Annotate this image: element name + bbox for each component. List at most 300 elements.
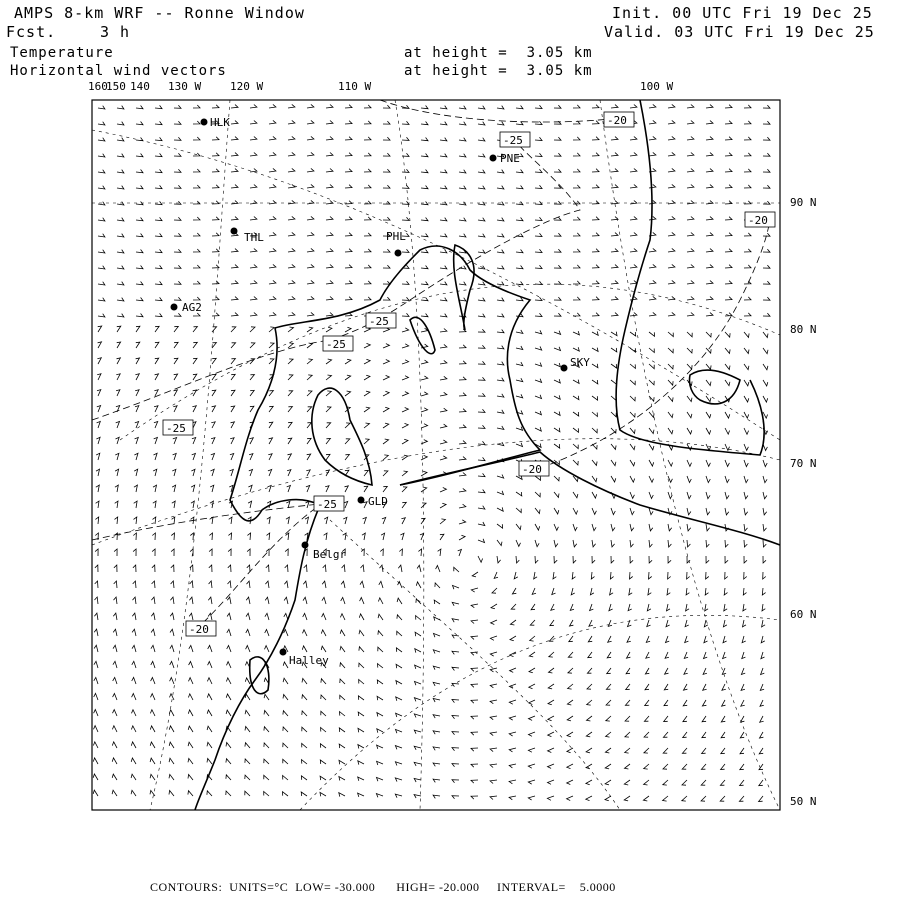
wind-barb <box>646 652 650 658</box>
wind-barb <box>606 684 611 689</box>
wind-barb <box>98 122 105 125</box>
wind-barb <box>402 249 409 252</box>
wind-barb <box>459 122 466 125</box>
wind-barb <box>573 265 580 268</box>
wind-barb <box>231 313 238 316</box>
wind-barb <box>516 266 523 269</box>
wind-barb <box>606 700 611 705</box>
wind-barb <box>509 780 516 784</box>
wind-barb <box>307 296 314 300</box>
wind-barb <box>416 582 421 588</box>
wind-barb <box>174 390 178 396</box>
wind-barb <box>611 380 617 384</box>
wind-barb <box>509 700 516 704</box>
wind-barb <box>664 684 668 690</box>
wind-barb <box>132 629 136 636</box>
wind-barb <box>172 501 175 508</box>
wind-barb <box>434 600 440 604</box>
wind-barb <box>250 185 257 189</box>
wind-barb <box>497 346 504 349</box>
wind-barb <box>702 748 706 754</box>
wind-barb <box>136 234 143 237</box>
wind-barb <box>230 438 234 444</box>
wind-barb <box>592 217 599 220</box>
wind-barb <box>592 492 597 498</box>
wind-barb <box>363 517 367 524</box>
wind-barb <box>554 492 559 497</box>
wind-barb <box>682 748 687 753</box>
wind-barb <box>307 423 311 428</box>
wind-barb <box>741 684 745 690</box>
wind-barb <box>592 105 599 108</box>
wind-barb <box>421 186 428 189</box>
wind-barb <box>478 218 485 221</box>
wind-barb <box>649 184 656 188</box>
wind-barb <box>188 710 193 716</box>
wind-barb <box>687 556 690 563</box>
wind-barb <box>421 122 428 125</box>
wind-barb <box>250 265 257 269</box>
wind-barb <box>377 777 384 781</box>
wind-barb <box>151 661 155 668</box>
wind-barb <box>491 620 497 625</box>
wind-barb <box>723 652 727 659</box>
wind-barb <box>402 376 409 380</box>
wind-barb <box>706 460 710 466</box>
wind-barb <box>744 332 749 337</box>
wind-barb <box>509 716 516 720</box>
wind-barb <box>265 597 269 604</box>
wind-barb <box>269 104 276 108</box>
wind-barb <box>706 281 713 284</box>
wind-barb <box>725 105 732 108</box>
wind-barb <box>226 759 231 764</box>
field-temperature: Temperature <box>10 45 114 61</box>
wind-barb <box>573 153 580 156</box>
wind-barb <box>497 106 504 109</box>
wind-barb <box>245 775 250 780</box>
wind-barb <box>231 422 235 428</box>
wind-barb <box>415 665 421 669</box>
wind-barb <box>112 774 117 780</box>
wind-barb <box>744 201 751 204</box>
wind-barb <box>592 233 599 236</box>
wind-barb <box>231 217 238 220</box>
wind-barb <box>264 775 269 780</box>
wind-barb <box>573 460 578 465</box>
station-hlk <box>201 116 231 129</box>
coastline-island <box>454 245 474 330</box>
wind-barb <box>250 137 257 141</box>
wind-barb <box>98 138 105 141</box>
wind-barb <box>266 565 269 572</box>
wind-barb <box>740 764 744 770</box>
wind-barb <box>117 326 121 332</box>
wind-barb <box>345 439 350 444</box>
wind-barb <box>421 282 428 285</box>
wind-barb <box>326 454 330 460</box>
wind-barb <box>588 652 592 658</box>
wind-barb <box>402 439 408 444</box>
wind-barb <box>567 732 573 737</box>
wind-barb <box>364 486 368 492</box>
wind-barb <box>721 732 725 738</box>
wind-barb <box>191 469 195 476</box>
wind-barb <box>535 185 542 188</box>
wind-barb <box>649 104 656 108</box>
wind-barb <box>687 348 692 353</box>
wind-barb <box>326 375 332 380</box>
wind-barb <box>452 635 459 638</box>
wind-barb <box>744 281 751 284</box>
wind-barb <box>188 775 193 781</box>
wind-barb <box>478 556 483 562</box>
wind-barb <box>231 249 238 252</box>
wind-barb <box>155 169 162 172</box>
wind-barb <box>630 137 637 141</box>
wind-barb <box>725 169 732 172</box>
wind-barb <box>760 716 764 722</box>
wind-barb <box>645 668 649 674</box>
wind-barb <box>231 406 235 412</box>
wind-barb <box>400 533 404 540</box>
wind-barb <box>421 250 428 253</box>
wind-barb <box>529 716 536 720</box>
wind-barb <box>97 390 101 396</box>
wind-barb <box>116 374 120 380</box>
wind-barb <box>114 565 117 572</box>
wind-barb <box>307 327 313 332</box>
coastline <box>195 100 780 810</box>
wind-barb <box>744 153 751 156</box>
wind-barb <box>458 549 462 556</box>
wind-barb <box>535 427 541 431</box>
wind-barb <box>212 169 219 172</box>
wind-barb <box>94 613 98 620</box>
wind-barb <box>762 588 765 595</box>
wind-barb <box>760 700 764 706</box>
wind-barb <box>478 457 485 460</box>
wind-barb <box>397 615 402 620</box>
wind-barb <box>509 796 516 800</box>
wind-barb <box>171 581 174 588</box>
wind-barb <box>269 184 276 188</box>
wind-barb <box>725 185 732 188</box>
wind-barb <box>649 524 653 531</box>
wind-barb <box>739 796 744 801</box>
wind-barb <box>283 776 288 781</box>
wind-barb <box>701 764 706 769</box>
wind-barb <box>687 281 694 285</box>
wind-barb <box>113 694 117 701</box>
wind-barb <box>510 620 516 625</box>
wind-barb <box>497 524 503 528</box>
wind-barb <box>326 391 331 396</box>
wind-barb <box>478 361 485 364</box>
wind-barb <box>452 602 459 606</box>
wind-barb <box>530 620 535 625</box>
wind-barb <box>132 710 137 716</box>
wind-barb <box>478 234 485 237</box>
wind-barb <box>644 780 649 785</box>
wind-barb <box>173 438 177 445</box>
wind-barb <box>611 476 616 482</box>
wind-barb <box>478 106 485 109</box>
wind-barb <box>668 232 675 236</box>
wind-barb <box>569 636 573 642</box>
wind-barb <box>744 428 749 434</box>
wind-barb <box>459 345 466 348</box>
wind-barb <box>421 408 428 412</box>
wind-barb <box>170 597 174 604</box>
wind-barb <box>682 780 687 785</box>
wind-barb <box>549 668 555 673</box>
wind-barb <box>155 105 162 108</box>
wind-barb <box>478 425 485 428</box>
wind-barb <box>761 636 765 643</box>
wind-barb <box>630 233 637 237</box>
wind-barb <box>228 533 231 540</box>
wind-barb <box>307 136 314 140</box>
wind-barb <box>571 588 575 595</box>
wind-barb <box>421 298 428 301</box>
wind-barb <box>307 312 314 316</box>
wind-barb <box>763 396 768 402</box>
wind-barb <box>247 581 251 588</box>
wind-barb <box>573 217 580 220</box>
wind-barb <box>383 391 389 396</box>
wind-barb <box>703 684 707 690</box>
wind-barb <box>440 456 447 460</box>
parallel-line <box>120 284 780 440</box>
wind-barb <box>250 121 257 125</box>
wind-barb <box>402 185 409 188</box>
wind-barb <box>740 748 744 754</box>
wind-barb <box>440 344 447 348</box>
wind-barb <box>417 565 421 572</box>
wind-barb <box>706 297 713 300</box>
wind-barb <box>471 636 478 639</box>
wind-barb <box>326 313 333 317</box>
wind-barb <box>396 648 402 652</box>
wind-barb <box>570 620 574 626</box>
wind-barb <box>173 453 177 460</box>
lon-label: 110 W <box>338 80 372 93</box>
wind-barb <box>345 486 349 492</box>
wind-barb <box>685 620 689 627</box>
wind-barb <box>307 454 311 460</box>
wind-barb <box>668 312 675 316</box>
wind-barb <box>548 700 554 705</box>
wind-barb <box>117 154 124 157</box>
wind-barb <box>687 396 692 402</box>
wind-barb <box>174 358 178 364</box>
wind-barb <box>212 297 219 300</box>
wind-barb <box>135 374 139 380</box>
wind-barb <box>763 364 768 370</box>
wind-barb <box>283 662 288 668</box>
wind-barb <box>497 330 504 333</box>
wind-barb <box>190 565 193 572</box>
wind-barb <box>763 508 767 515</box>
wind-barb <box>207 678 212 684</box>
wind-barb <box>433 666 440 670</box>
wind-barb <box>98 218 105 221</box>
wind-barb <box>630 380 635 385</box>
wind-barb <box>231 169 238 172</box>
wind-barb <box>152 533 155 540</box>
wind-barb <box>172 469 176 476</box>
wind-barb <box>326 185 333 189</box>
wind-barb <box>154 453 158 460</box>
wind-barb <box>193 201 200 204</box>
wind-barb <box>364 343 370 348</box>
wind-barb <box>573 396 579 400</box>
wind-barb <box>265 646 270 652</box>
wind-barb <box>364 137 371 140</box>
wind-barb <box>497 218 504 221</box>
wind-vector-field <box>93 104 770 801</box>
wind-barb <box>326 217 333 221</box>
wind-barb <box>136 266 143 269</box>
wind-barb <box>174 327 178 333</box>
wind-barb <box>592 460 597 465</box>
wind-barb <box>760 684 764 690</box>
wind-barb <box>687 169 694 173</box>
wind-barb <box>326 359 332 364</box>
wind-barb <box>155 374 159 380</box>
wind-barb <box>364 375 370 380</box>
wind-barb <box>228 549 231 556</box>
wind-barb <box>98 170 105 173</box>
wind-barb <box>402 121 409 124</box>
wind-barb <box>209 549 212 556</box>
wind-barb <box>494 572 498 578</box>
wind-barb <box>706 572 709 579</box>
wind-barb <box>269 312 276 316</box>
wind-barb <box>288 200 295 204</box>
wind-barb <box>587 716 593 721</box>
wind-barb <box>497 378 504 381</box>
wind-barb <box>471 668 478 671</box>
wind-barb <box>133 533 136 540</box>
wind-barb <box>573 105 580 108</box>
wind-barb <box>358 777 364 781</box>
wind-barb <box>725 412 730 418</box>
wind-barb <box>701 796 706 801</box>
wind-barb <box>610 572 613 579</box>
wind-barb <box>625 700 630 705</box>
wind-barb <box>345 297 352 300</box>
wind-barb <box>250 313 257 317</box>
wind-barb <box>529 732 536 736</box>
wind-barb <box>763 524 767 531</box>
wind-barb <box>605 796 611 801</box>
wind-barb <box>554 137 561 140</box>
wind-barb <box>113 661 117 668</box>
wind-barb <box>402 137 409 140</box>
wind-barb <box>188 742 193 748</box>
wind-barb <box>250 153 257 157</box>
wind-barb <box>592 476 597 482</box>
wind-barb <box>535 540 539 547</box>
wind-barb <box>340 663 345 668</box>
wind-barb <box>701 780 706 785</box>
wind-barb <box>535 313 542 316</box>
wind-barb <box>379 581 383 588</box>
wind-barb <box>285 549 288 556</box>
wind-barb <box>630 476 635 482</box>
wind-barb <box>548 764 555 768</box>
wind-barb <box>587 700 592 705</box>
wind-barb <box>452 748 459 751</box>
wind-barb <box>288 248 295 252</box>
wind-barb <box>264 743 269 748</box>
wind-barb <box>516 250 523 253</box>
wind-barb <box>471 716 478 719</box>
wind-barb <box>377 713 383 717</box>
wind-barb <box>630 572 633 579</box>
wind-barb <box>706 556 709 563</box>
wind-barb <box>471 764 478 767</box>
wind-barb <box>478 409 485 412</box>
wind-barb <box>169 791 174 797</box>
wind-barb <box>478 345 485 348</box>
wind-barb <box>627 636 631 642</box>
wind-barb <box>188 694 193 700</box>
contour-label-box <box>604 112 634 127</box>
wind-barb <box>592 380 598 384</box>
contour-label-box <box>314 496 344 511</box>
svg-text:-25: -25 <box>369 315 389 328</box>
wind-barb <box>358 728 364 732</box>
wind-barb <box>268 470 272 477</box>
wind-barb <box>459 473 466 477</box>
wind-barb <box>307 359 312 364</box>
wind-barb <box>265 613 269 620</box>
wind-barb <box>535 508 540 514</box>
wind-barb <box>611 249 618 252</box>
wind-barb <box>174 153 181 156</box>
wind-barb <box>250 390 254 396</box>
wind-barb <box>170 613 174 620</box>
wind-barb <box>113 629 117 636</box>
wind-barb <box>668 104 675 108</box>
wind-barb <box>649 280 656 284</box>
wind-barb <box>744 444 748 450</box>
wind-barb <box>136 358 140 364</box>
wind-barb <box>490 732 497 736</box>
wind-barb <box>212 281 219 284</box>
wind-barb <box>269 359 274 364</box>
wind-barb <box>169 758 174 764</box>
wind-barb <box>98 106 105 109</box>
wind-barb <box>440 122 447 125</box>
wind-barb <box>554 105 561 108</box>
wind-barb <box>516 282 523 285</box>
wind-barb <box>269 296 276 300</box>
lat-label: 70 N <box>790 457 817 470</box>
wind-barb <box>358 745 364 749</box>
wind-barb <box>516 362 523 366</box>
wind-barb <box>363 502 367 508</box>
wind-barb <box>478 154 485 157</box>
wind-barb <box>133 549 136 556</box>
wind-barb <box>668 460 673 466</box>
wind-barb <box>478 186 485 189</box>
wind-barb <box>136 342 140 348</box>
wind-barb <box>345 359 351 364</box>
